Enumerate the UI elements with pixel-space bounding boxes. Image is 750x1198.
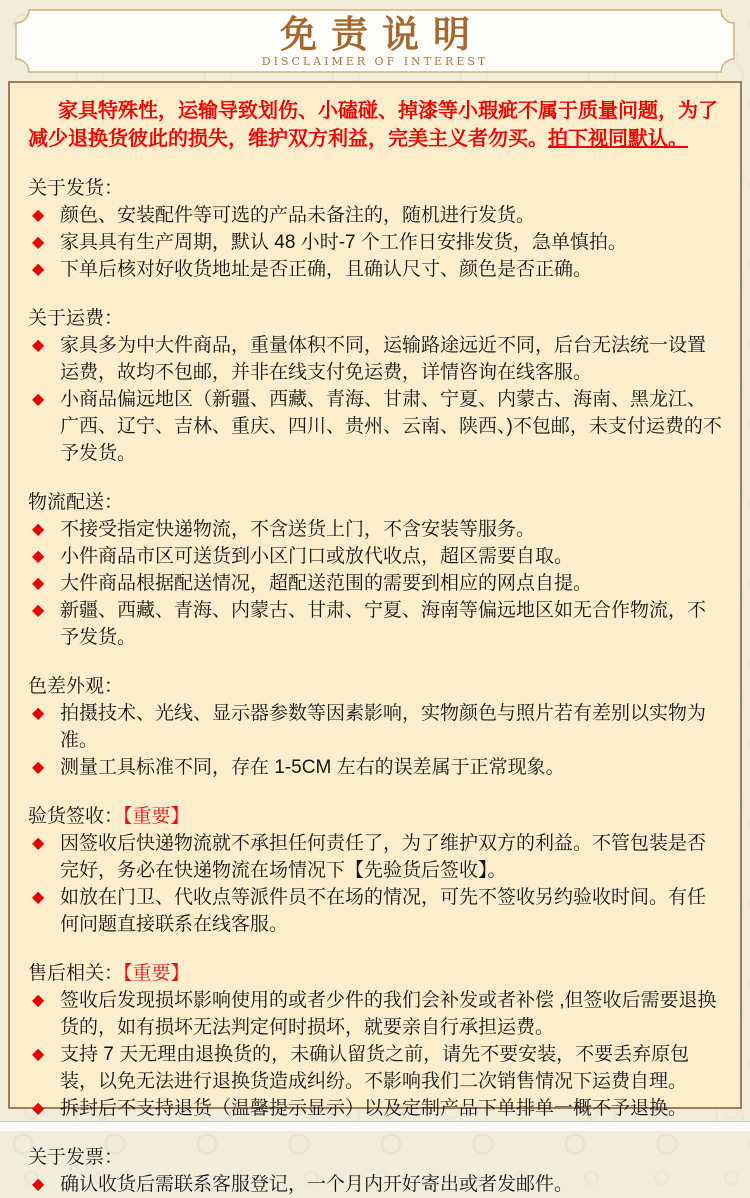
bullet-diamond-icon: ◆	[32, 391, 45, 408]
bullet-diamond-icon: ◆	[32, 889, 45, 906]
header-plaque	[15, 9, 735, 73]
bullet-diamond-icon: ◆	[32, 1176, 45, 1193]
section-heading-text: 关于发票：	[28, 1147, 124, 1168]
list-item	[26, 597, 724, 651]
item-text: 家具多为中大件商品，重量体积不同，运输路途远近不同，后台无法统一设置运费，故均不包邮，并非在线支付免运费，详情咨询在线客服。	[60, 335, 707, 383]
item-text: 颜色、安装配件等可选的产品未备注的，随机进行发货。	[60, 205, 536, 226]
section-items	[26, 202, 724, 283]
section-items	[26, 332, 724, 467]
section-important: 【重要】	[123, 963, 190, 984]
list-item	[26, 229, 724, 256]
section-heading-text: 售后相关：	[28, 963, 124, 984]
bullet-diamond-icon: ◆	[32, 261, 45, 278]
list-item	[26, 543, 724, 570]
item-text: 因签收后快递物流就不承担任何责任了，为了维护双方的利益。不管包装是否完好，务必在快递物流在场情况下【先验货后签收】。	[60, 833, 707, 881]
list-item	[26, 884, 724, 938]
disclaimer-section	[26, 175, 724, 283]
bullet-diamond-icon: ◆	[32, 521, 45, 538]
bullet-diamond-icon: ◆	[32, 759, 45, 776]
section-items	[26, 830, 724, 938]
item-text: 确认收货后需联系客服登记，一个月内开好寄出或者发邮件。	[60, 1174, 574, 1195]
bullet-diamond-icon: ◆	[32, 337, 45, 354]
item-text: 如放在门卫、代收点等派件员不在场的情况，可先不签收另约验收时间。有任何问题直接联系在线客服。	[60, 887, 707, 935]
list-item	[26, 570, 724, 597]
bullet-diamond-icon: ◆	[32, 705, 45, 722]
section-heading-text: 验货签收：	[28, 806, 124, 827]
bullet-diamond-icon: ◆	[32, 1046, 45, 1063]
item-text: 大件商品根据配送情况，超配送范围的需要到相应的网点自提。	[60, 573, 593, 594]
disclaimer-section	[26, 960, 724, 1122]
section-items	[26, 1171, 724, 1198]
bullet-diamond-icon: ◆	[32, 602, 45, 619]
bullet-diamond-icon: ◆	[32, 234, 45, 251]
bullet-diamond-icon: ◆	[32, 548, 45, 565]
disclaimer-section	[26, 1144, 724, 1198]
section-items	[26, 700, 724, 781]
item-text: 小商品偏远地区（新疆、西藏、青海、甘肃、宁夏、内蒙古、海南、黑龙江、广西、辽宁、吉林、重庆、四川、贵州、云南、陕西、)不包邮，未支付运费的不予发货。	[60, 389, 722, 464]
item-text: 签收后发现损坏影响使用的或者少件的我们会补发或者补偿 ,但签收后需要退换货的，如有损坏无法判定何时损坏，就要亲自行承担运费。	[60, 990, 717, 1038]
item-text: 家具具有生产周期，默认 48 小时-7 个工作日安排发货，急单慎拍。	[60, 232, 627, 253]
list-item	[26, 1041, 724, 1095]
list-item	[26, 700, 724, 754]
list-item	[26, 754, 724, 781]
disclaimer-section	[26, 803, 724, 938]
bottom-margin	[0, 1121, 750, 1131]
section-heading	[28, 175, 724, 202]
disclaimer-section	[26, 305, 724, 467]
item-text: 拆封后不支持退货（温馨提示显示）以及定制产品下单排单一概不予退换。	[60, 1098, 688, 1119]
list-item	[26, 1095, 724, 1122]
disclaimer-content-box	[8, 81, 742, 1195]
item-text: 小件商品市区可送货到小区门口或放代收点，超区需要自取。	[60, 546, 574, 567]
bullet-diamond-icon: ◆	[32, 207, 45, 224]
section-heading-text: 色差外观：	[28, 676, 124, 697]
section-heading	[28, 960, 724, 987]
section-important: 【重要】	[123, 806, 190, 827]
section-items	[26, 516, 724, 651]
section-heading-text: 物流配送：	[28, 492, 124, 513]
sections	[26, 175, 724, 1198]
item-text: 不接受指定快递物流，不含送货上门，不含安装等服务。	[60, 519, 536, 540]
intro-warning-text	[28, 97, 724, 153]
item-text: 测量工具标准不同，存在 1-5CM 左右的误差属于正常现象。	[60, 757, 565, 778]
disclaimer-section	[26, 673, 724, 781]
bullet-diamond-icon: ◆	[32, 1100, 45, 1117]
list-item	[26, 256, 724, 283]
intro-warning-main: 家具特殊性，运输导致划伤、小磕碰、掉漆等小瑕疵不属于质量问题，为了减少退换货彼此的损失，维护双方利益，完美主义者勿买。	[28, 100, 718, 150]
bullet-diamond-icon: ◆	[32, 575, 45, 592]
section-items	[26, 987, 724, 1122]
section-heading	[28, 803, 724, 830]
page-title: 免责说明	[280, 12, 484, 56]
bullet-diamond-icon: ◆	[32, 835, 45, 852]
item-text: 拍摄技术、光线、显示器参数等因素影响，实物颜色与照片若有差别以实物为准。	[60, 703, 707, 751]
list-item	[26, 516, 724, 543]
item-text: 新疆、西藏、青海、内蒙古、甘肃、宁夏、海南等偏远地区如无合作物流，不予发货。	[60, 600, 707, 648]
section-heading-text: 关于运费：	[28, 308, 124, 329]
item-text: 支持 7 天无理由退换货的，未确认留货之前，请先不要安装，不要丢弃原包装，以免无法进行退换货造成纠纷。不影响我们二次销售情况下运费自理。	[60, 1044, 690, 1092]
section-heading	[28, 305, 724, 332]
list-item	[26, 202, 724, 229]
list-item	[26, 987, 724, 1041]
list-item	[26, 332, 724, 386]
disclaimer-section	[26, 489, 724, 651]
list-item	[26, 386, 724, 467]
list-item	[26, 830, 724, 884]
bullet-diamond-icon: ◆	[32, 992, 45, 1009]
list-item	[26, 1171, 724, 1198]
section-heading	[28, 1144, 724, 1171]
section-heading	[28, 673, 724, 700]
section-heading-text: 关于发货：	[28, 178, 124, 199]
section-heading	[28, 489, 724, 516]
item-text: 下单后核对好收货地址是否正确，且确认尺寸、颜色是否正确。	[60, 259, 593, 280]
intro-warning-underlined: 拍下视同默认。	[548, 128, 688, 150]
page-subtitle: DISCLAIMER OF INTEREST	[261, 55, 489, 68]
